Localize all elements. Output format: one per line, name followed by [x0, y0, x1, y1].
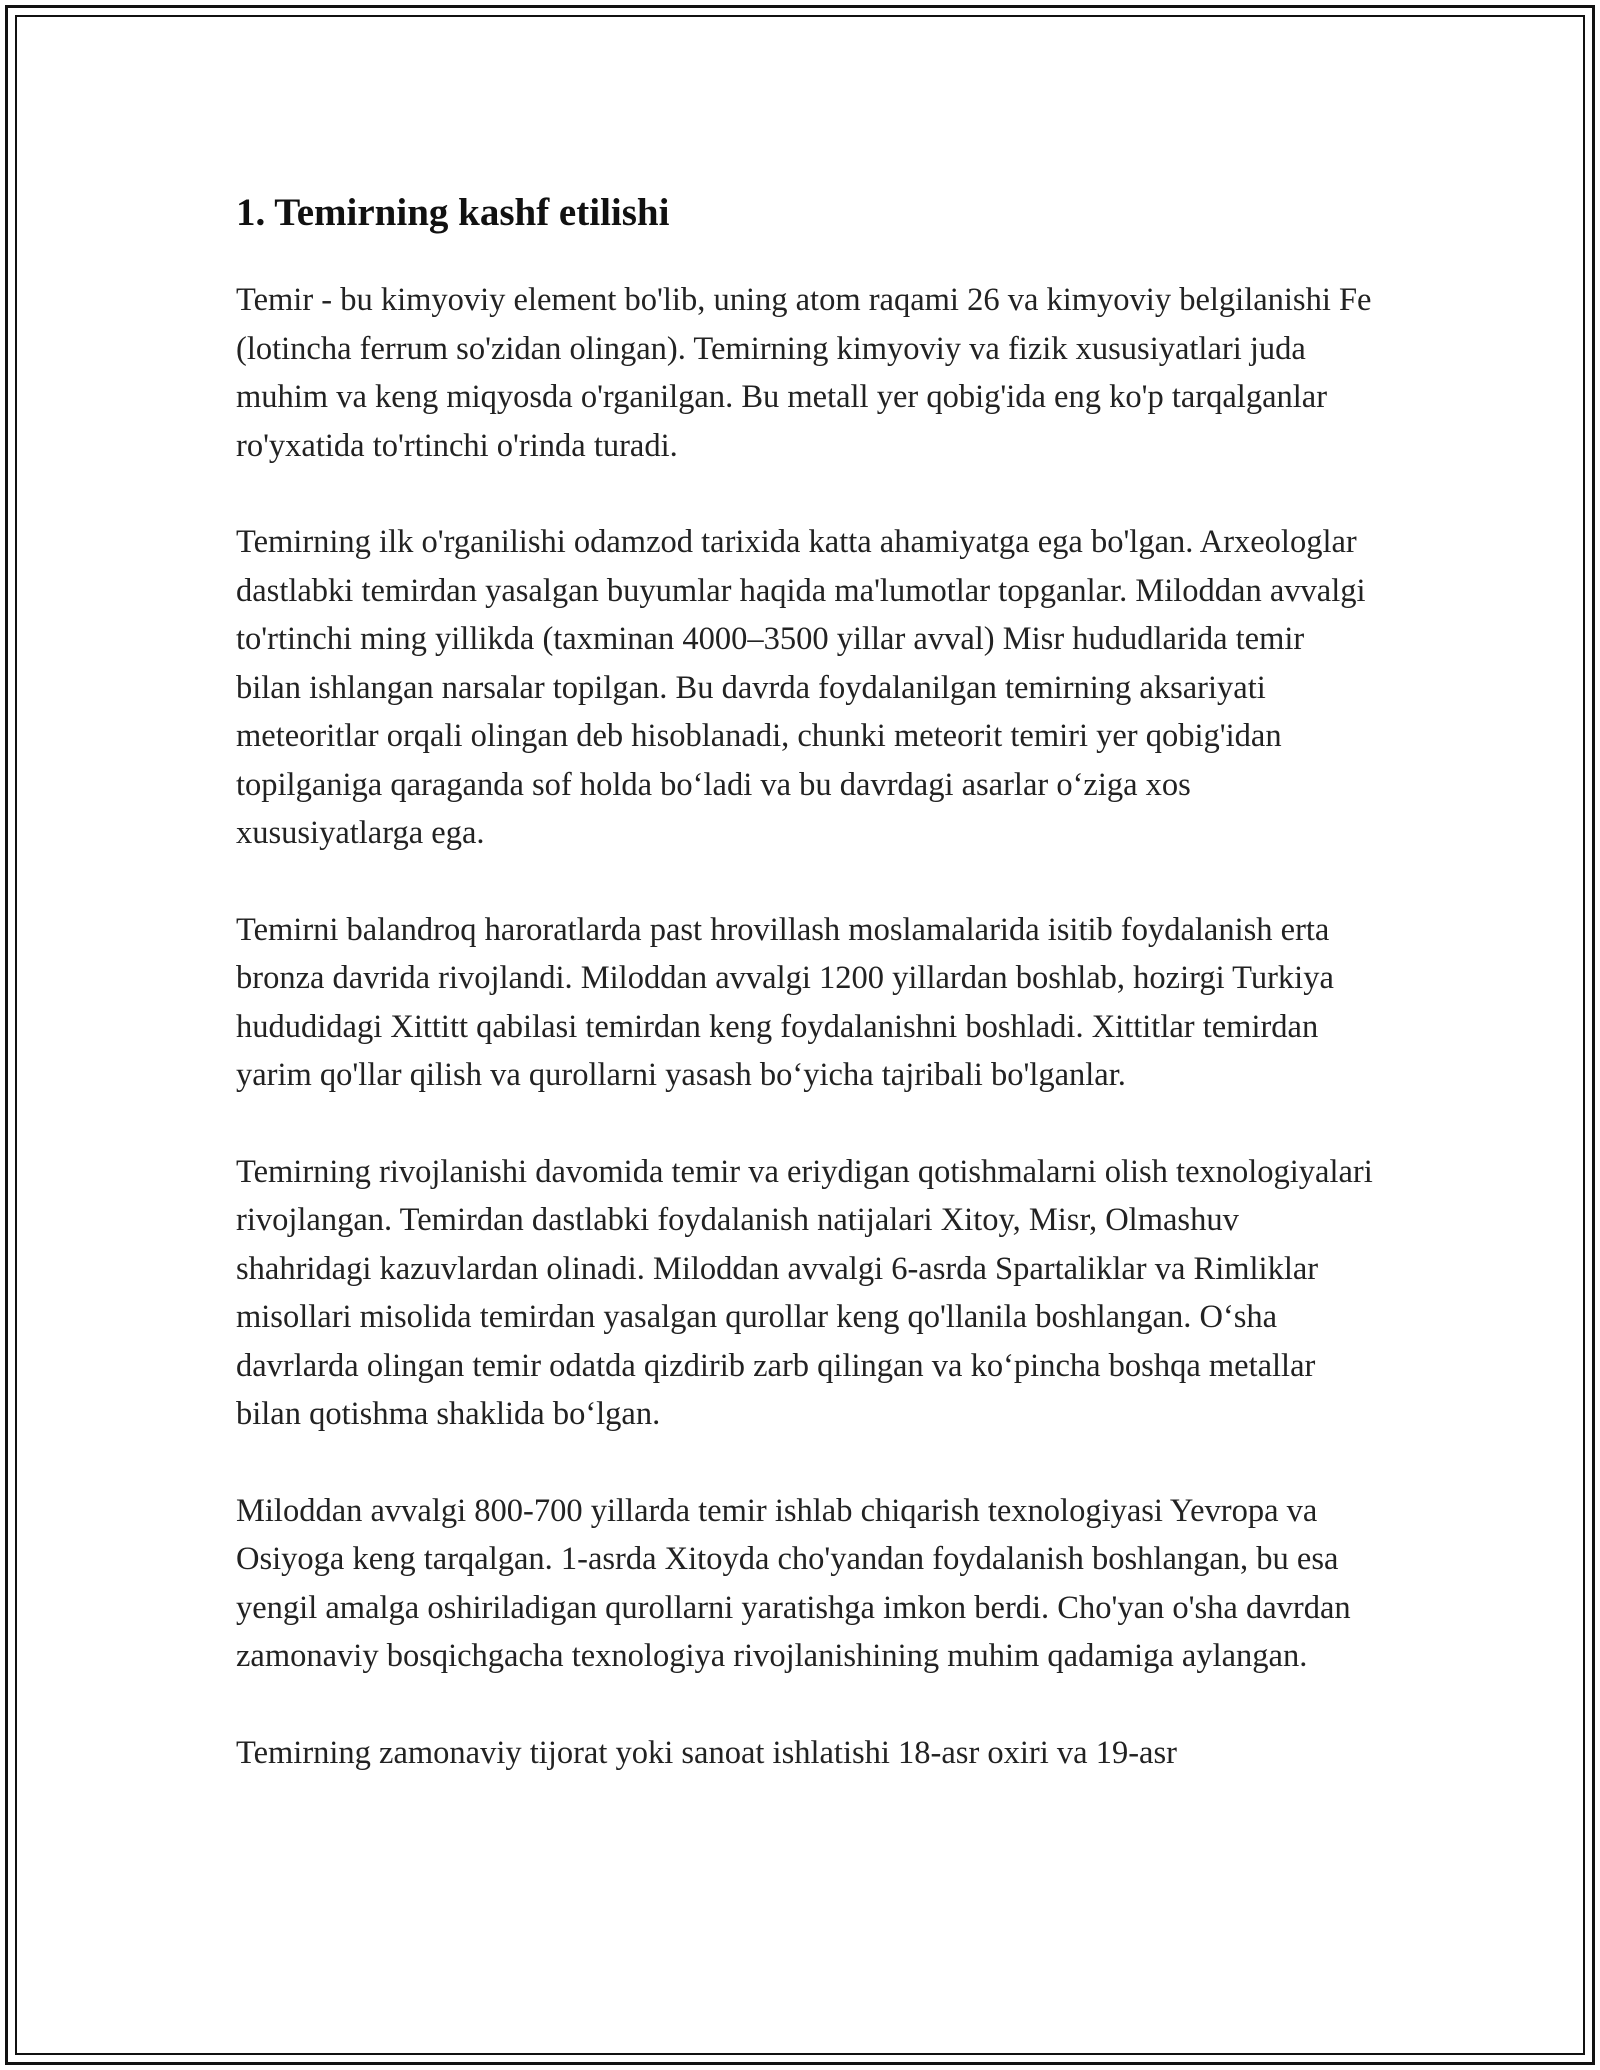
section-heading: 1. Temirning kashf etilishi	[236, 191, 670, 234]
paragraph-5: Miloddan avvalgi 800-700 yillarda temir ishlab chiqarish texnologiyasi Yevropa va Osiyoga keng tarqalgan. 1-asrda Xitoyda cho'yandan foydalanish boshlangan, bu esa yengil amalga oshiriladigan qurollarni yaratishga imkon berdi. Cho'yan o'sha davrdan zamonaviy bosqichgacha texnologiya rivojlanishining muhim qadamiga aylangan.	[236, 1492, 1351, 1674]
paragraph-4: Temirning rivojlanishi davomida temir va eriydigan qotishmalarni olish texnologiyalari rivojlangan. Temirdan dastlabki foydalanish natijalari Xitoy, Misr, Olmashuv shahridagi kazuvlardan olinadi. Miloddan avvalgi 6-asrda Spartaliklar va Rimliklar misollari misolida temirdan yasalgan qurollar keng qo'llanila boshlangan. O‘sha davrlarda olingan temir odatda qizdirib zarb qilingan va ko‘pincha boshqa metallar bilan qotishma shaklida bo‘lgan.	[236, 1153, 1373, 1432]
paragraph-3: Temirni balandroq haroratlarda past hrovillash moslamalarida isitib foydalanish erta bronza davrida rivojlandi. Miloddan avvalgi 1200 yillardan boshlab, hozirgi Turkiya hududidagi Xittitt qabilasi temirdan keng foydalanishni boshladi. Xittitlar temirdan yarim qo'llar qilish va qurollarni yasash bo‘yicha tajribali bo'lganlar.	[236, 911, 1334, 1093]
paragraph-2: Temirning ilk o'rganilishi odamzod tarixida katta ahamiyatga ega bo'lgan. Arxeologlar dastlabki temirdan yasalgan buyumlar haqida ma'lumotlar topganlar. Miloddan avvalgi to'rtinchi ming yillikda (taxminan 4000–3500 yillar avval) Misr hududlarida temir bilan ishlangan narsalar topilgan. Bu davrda foydalanilgan temirning aksariyati meteoritlar orqali olingan deb hisoblanadi, chunki meteorit temiri yer qobig'idan topilganiga qaraganda sof holda bo‘ladi va bu davrdagi asarlar o‘ziga xos xususiyatlarga ega.	[236, 524, 1366, 851]
document-body	[236, 180, 1376, 1825]
paragraph-6: Temirning zamonaviy tijorat yoki sanoat ishlatishi 18-asr oxiri va 19-asr	[236, 1734, 1177, 1771]
paragraph-1: Temir - bu kimyoviy element bo'lib, uning atom raqami 26 va kimyoviy belgilanishi Fe (lotincha ferrum so'zidan olingan). Temirning kimyoviy va fizik xususiyatlari juda muhim va keng miqyosda o'rganilgan. Bu metall yer qobig'ida eng ko'p tarqalganlar ro'yxatida to'rtinchi o'rinda turadi.	[236, 282, 1372, 464]
